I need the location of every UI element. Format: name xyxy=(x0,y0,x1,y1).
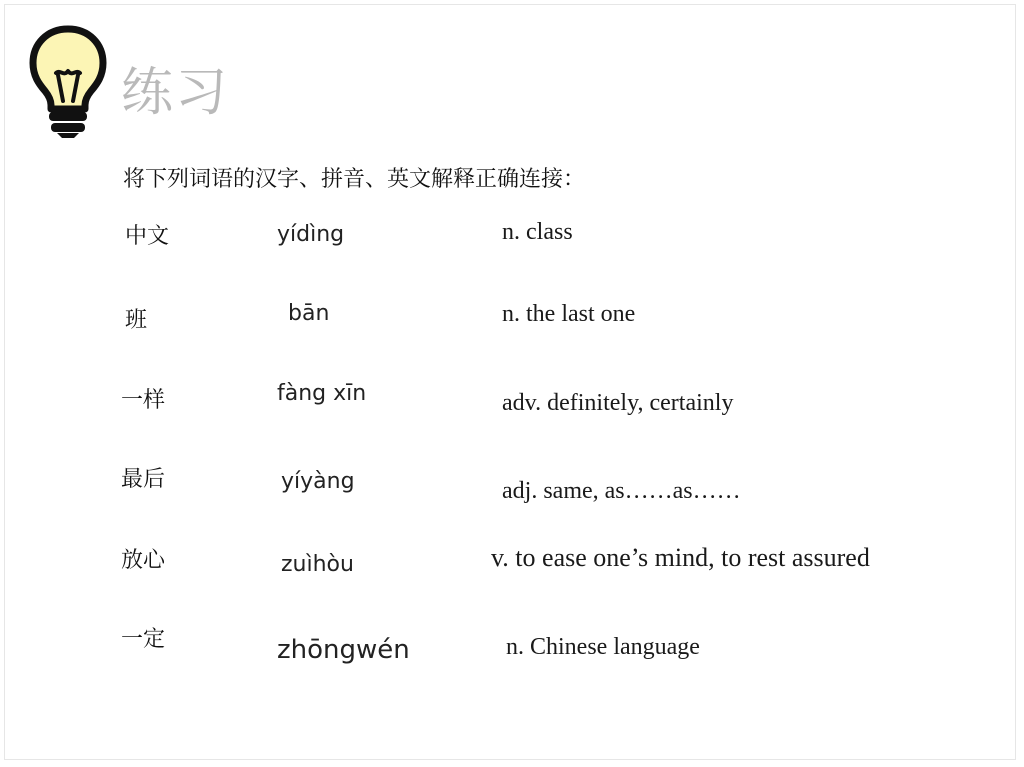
hanzi-item: 一样 xyxy=(121,388,166,413)
pinyin-item: yídìng xyxy=(277,222,345,247)
hanzi-item: 最后 xyxy=(121,467,166,492)
hanzi-item: 班 xyxy=(125,308,148,333)
english-item: n. Chinese language xyxy=(506,634,700,660)
english-item: n. class xyxy=(502,219,573,245)
hanzi-item: 一定 xyxy=(121,627,166,652)
pinyin-item: bān xyxy=(288,301,330,326)
slide xyxy=(4,4,1016,760)
instruction-text: 将下列词语的汉字、拼音、英文解释正确连接： xyxy=(123,167,586,192)
english-item: v. to ease one’s mind, to rest assured xyxy=(491,543,870,572)
lightbulb-icon xyxy=(27,23,109,139)
hanzi-item: 放心 xyxy=(121,548,166,573)
hanzi-item: 中文 xyxy=(125,224,170,249)
english-item: n. the last one xyxy=(502,301,636,327)
english-item: adv. definitely, certainly xyxy=(502,390,734,416)
pinyin-item: zuìhòu xyxy=(281,552,354,577)
english-item: adj. same, as……as…… xyxy=(502,478,741,504)
slide-title: 练习 xyxy=(121,63,230,123)
pinyin-item: zhōngwén xyxy=(277,635,410,665)
pinyin-item: fàng xīn xyxy=(277,381,367,406)
pinyin-item: yíyàng xyxy=(281,469,355,494)
